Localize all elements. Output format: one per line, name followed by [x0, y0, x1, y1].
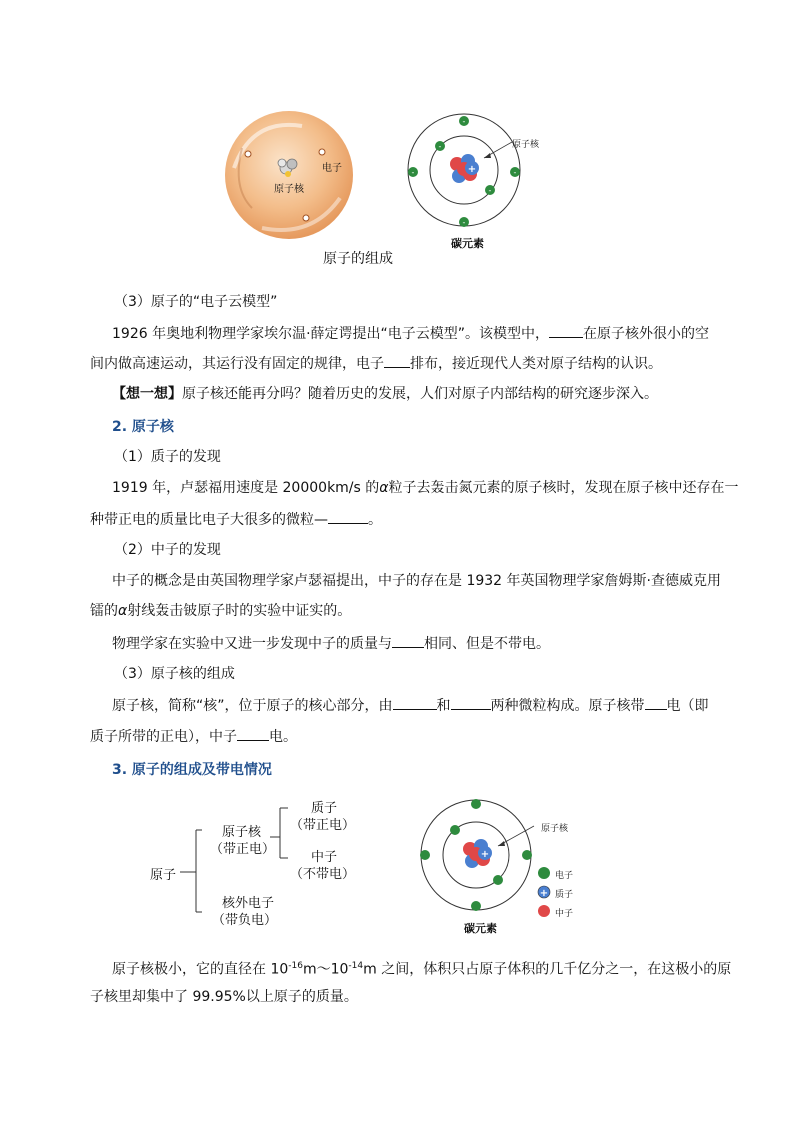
tree-electron-charge: （带负电） [212, 913, 278, 928]
final-line1: 原子核极小，它的直径在 $10^{-16}m\sim 10^{-14}m$ 之间，体积只占原子体积的几千亿分之一，在这极小的原 [112, 961, 732, 978]
neutron-title: （2）中子的发现 [114, 542, 221, 558]
think-line: 【想一想】原子核还能再分吗？随着历史的发展，人们对原子内部结构的研究逐步深入。 [112, 386, 658, 402]
proton-line2: 种带正电的质量比电子大很多的微粒— 。 [90, 509, 382, 530]
fill-blank[interactable] [451, 695, 491, 710]
fill-blank[interactable] [393, 695, 437, 710]
carbon-atom-diagram-2 [418, 798, 538, 916]
final-line2: 子核里却集中了 99.95%以上原子的质量。 [90, 989, 358, 1005]
section3-heading: 3. 原子的组成及带电情况 [112, 762, 272, 778]
compose-line1: 原子核，简称“核”，位于原子的核心部分，由 和 两种微粒构成。原子核带 电（即 [112, 695, 709, 716]
section2-heading: 2. 原子核 [112, 419, 174, 435]
sphere-electron-label: 电子 [322, 163, 342, 174]
fill-blank[interactable] [237, 726, 269, 741]
cloud-para-line2: 间内做高速运动，其运行没有固定的规律，电子 排布，接近现代人类对原子结构的认识。 [90, 353, 662, 374]
tree-electron: 核外电子 [222, 896, 275, 911]
compose-line2: 质子所带的正电），中子 电。 [90, 726, 297, 747]
svg-text:-: - [488, 186, 492, 195]
carbon-atom-diagram [402, 112, 528, 232]
figure-caption: 原子的组成 [323, 251, 393, 267]
svg-text:-: - [462, 117, 466, 126]
legend-neutron: 中子 [555, 909, 574, 919]
svg-text:+: + [539, 888, 549, 899]
tree-neutron: 中子 [311, 850, 338, 865]
fill-blank[interactable] [384, 353, 410, 368]
carbon-title: 碳元素 [451, 237, 484, 250]
tree-neutron-charge: （不带电） [290, 867, 356, 882]
fill-blank[interactable] [645, 695, 667, 710]
tree-atom: 原子 [150, 868, 177, 883]
svg-text:-: - [513, 168, 517, 177]
fill-blank[interactable] [549, 323, 583, 338]
proton-title: （1）质子的发现 [114, 449, 221, 465]
neutron-line2: 镭的α射线轰击铍原子时的实验中证实的。 [90, 603, 352, 619]
svg-text:-: - [462, 218, 466, 227]
diagram2-title: 碳元素 [464, 922, 497, 935]
carbon-nucleus-label: 原子核 [512, 140, 540, 150]
nucleus-cluster [450, 154, 479, 183]
sphere-atom-model [222, 108, 356, 242]
legend-icons [536, 866, 552, 920]
sphere-nucleus-label: 原子核 [274, 184, 304, 195]
compose-title: （3）原子核的组成 [114, 666, 235, 682]
svg-text:-: - [438, 142, 442, 151]
neutron-line3: 物理学家在实验中又进一步发现中子的质量与 相同、但是不带电。 [112, 633, 550, 654]
svg-text:+: + [480, 849, 490, 860]
tree-proton: 质子 [311, 801, 338, 816]
fill-blank[interactable] [392, 633, 424, 648]
legend-electron: 电子 [555, 871, 574, 881]
nucleus-cluster [463, 839, 492, 868]
svg-text:-: - [411, 168, 415, 177]
tree-nucleus: 原子核 [222, 825, 262, 840]
fill-blank[interactable] [328, 509, 368, 524]
legend-proton: 质子 [555, 890, 574, 900]
tree-nucleus-charge: （带正电） [210, 842, 276, 857]
svg-text:+: + [467, 164, 477, 175]
diagram2-nucleus-label: 原子核 [541, 824, 569, 834]
cloud-model-title: （3）原子的“电子云模型” [114, 294, 278, 310]
neutron-line1: 中子的概念是由英国物理学家卢瑟福提出，中子的存在是 1932 年英国物理学家詹姆斯·查德威克用 [112, 573, 721, 589]
cloud-para-line1: 1926 年奥地利物理学家埃尔温·薛定谔提出“电子云模型”。该模型中， 在原子核外很小的空 [112, 323, 709, 344]
tree-proton-charge: （带正电） [290, 818, 356, 833]
proton-line1: 1919 年，卢瑟福用速度是 20000km/s 的α粒子去轰击氮元素的原子核时，发现在原子核中还存在一 [112, 480, 739, 496]
